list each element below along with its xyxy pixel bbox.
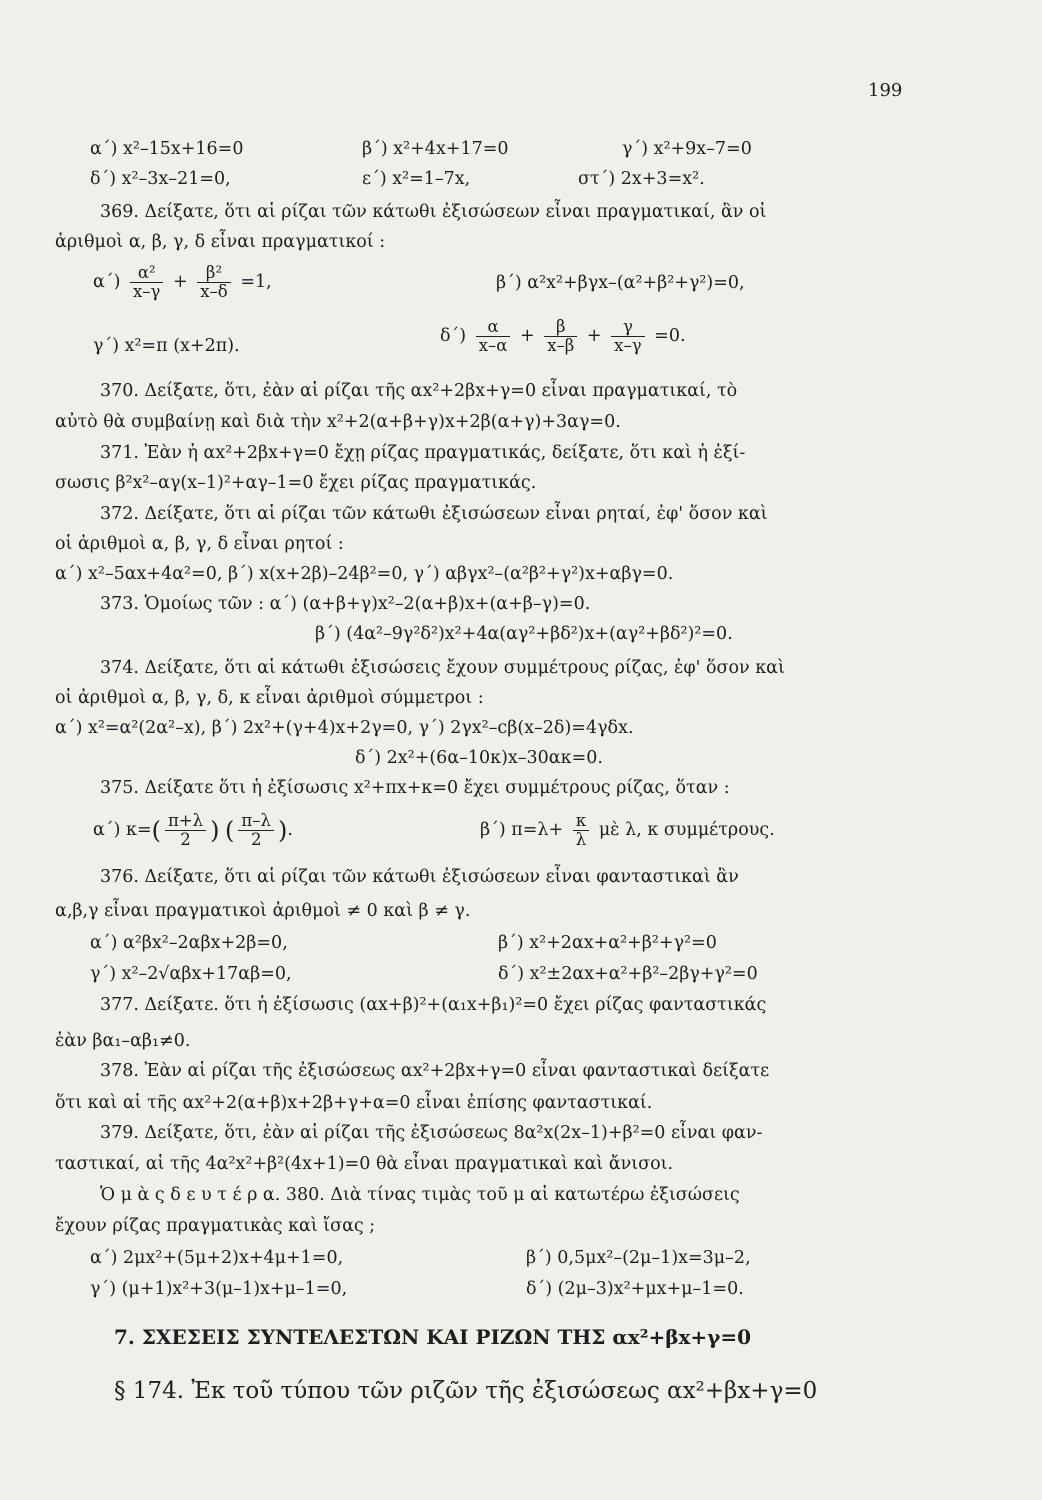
paren: (	[225, 816, 235, 845]
exercise-line: γ΄) x²+9x–7=0	[622, 139, 752, 159]
exercise-372: 372. Δείξατε, ὅτι αἱ ρίζαι τῶν κάτωθι ἐξισώσεων εἶναι ρηταί, ἐφ' ὅσον καὶ	[100, 504, 768, 524]
numerator: β²	[197, 264, 231, 283]
numerator: π+λ	[165, 812, 206, 831]
denominator: x–β	[547, 336, 575, 355]
exercise-line: β΄) 0,5μx²–(2μ–1)x=3μ–2,	[526, 1248, 751, 1268]
text-line: ταστικαί, αἱ τῆς 4α²x²+β²(4x+1)=0 θὰ εἶναι πραγματικαὶ καὶ ἄνισοι.	[55, 1154, 674, 1174]
exercise-line: δ΄) (2μ–3)x²+μx+μ–1=0.	[526, 1279, 744, 1299]
equation-end: =0.	[654, 326, 686, 346]
page-number: 199	[868, 80, 903, 101]
text-line: ἐὰν βα₁–αβ₁≠0.	[55, 1031, 191, 1051]
denominator: x–γ	[614, 336, 642, 355]
exercise-line: δ΄) 2x²+(6α–10κ)x–30ακ=0.	[355, 748, 603, 768]
denominator: 2	[180, 830, 191, 849]
exercise-line: στ΄) 2x+3=x².	[578, 169, 705, 189]
equation-end: =1,	[240, 272, 272, 292]
exercise-373: 373. Ὁμοίως τῶν : α΄) (α+β+γ)x²–2(α+β)x+(α+β–γ)=0.	[100, 594, 591, 614]
fraction-equation	[480, 808, 775, 852]
denominator: x–γ	[132, 282, 161, 301]
text-line: ὅτι καὶ αἱ τῆς αx²+2(α+β)x+2β+γ+α=0 εἶναι ἐπίσης φανταστικαί.	[55, 1093, 653, 1113]
paren: )	[210, 816, 220, 845]
exercise-line: α΄) x²–5αx+4α²=0, β΄) x(x+2β)–24β²=0, γ΄) αβγx²–(α²β²+γ²)x+αβγ=0.	[55, 564, 674, 584]
fraction	[130, 264, 163, 301]
fraction	[573, 812, 589, 849]
exercise-line: β΄) x²+4x+17=0	[362, 139, 509, 159]
denominator: 2	[250, 830, 262, 849]
fraction-equation	[93, 808, 293, 853]
fraction	[476, 318, 511, 355]
fraction	[197, 264, 231, 301]
denominator: λ	[575, 830, 587, 849]
operator: +	[172, 272, 188, 292]
exercise-376: 376. Δείξατε, ὅτι αἱ ρίζαι τῶν κάτωθι ἐξισώσεων εἶναι φανταστικαὶ ἂν	[100, 867, 739, 887]
item-label: β΄) π=λ+	[480, 820, 564, 840]
fraction	[238, 812, 274, 849]
exercise-375: 375. Δείξατε ὅτι ἡ ἐξίσωσις x²+πx+κ=0 ἔχει συμμέτρους ρίζας, ὅταν :	[100, 778, 730, 798]
exercise-line: α΄) x²–15x+16=0	[90, 139, 244, 159]
text-line: α,β,γ εἶναι πραγματικοὶ ἀριθμοὶ ≠ 0 καὶ β ≠ γ.	[55, 901, 471, 921]
fraction	[165, 812, 206, 849]
exercise-380: Ὁ μ ὰ ς δ ε υ τ έ ρ α. 380. Διὰ τίνας τιμὰς τοῦ μ αἱ κατωτέρω ἐξισώσεις	[100, 1185, 740, 1205]
exercise-line: δ΄) x²±2αx+α²+β²–2βγ+γ²=0	[498, 964, 758, 984]
exercise-line: β΄) x²+2αx+α²+β²+γ²=0	[498, 933, 717, 953]
fraction-equation	[93, 262, 272, 302]
text-line: σωσις β²x²–αγ(x–1)²+αγ–1=0 ἔχει ρίζας πραγματικάς.	[55, 473, 537, 493]
section-heading: 7. ΣΧΕΣΕΙΣ ΣΥΝΤΕΛΕΣΤΩΝ ΚΑΙ ΡΙΖΩΝ ΤΗΣ αx²+βx+γ=0	[114, 1325, 752, 1349]
exercise-374: 374. Δείξατε, ὅτι αἱ κάτωθι ἐξισώσεις ἔχουν συμμέτρους ρίζας, ἐφ' ὅσον καὶ	[100, 658, 785, 678]
exercise-line: α΄) x²=α²(2α²–x), β΄) 2x²+(γ+4)x+2γ=0, γ΄) 2γx²–cβ(x–2δ)=4γδx.	[55, 718, 634, 738]
numerator: β	[544, 318, 577, 337]
text-line: ἔχουν ρίζας πραγματικὰς καὶ ἴσας ;	[55, 1216, 376, 1236]
exercise-line: γ΄) (μ+1)x²+3(μ–1)x+μ–1=0,	[90, 1279, 348, 1299]
numerator: κ	[573, 812, 589, 831]
numerator: π–λ	[238, 812, 274, 831]
text-line: ἀριθμοὶ α, β, γ, δ εἶναι πραγματικοί :	[55, 232, 386, 252]
operator: +	[519, 326, 535, 346]
fraction-equation	[440, 316, 686, 356]
paren: (	[151, 816, 161, 845]
paren: )	[277, 816, 288, 845]
exercise-378: 378. Ἐὰν αἱ ρίζαι τῆς ἐξισώσεως αx²+2βx+γ=0 εἶναι φανταστικαὶ δείξατε	[100, 1061, 770, 1081]
denominator: x–α	[478, 336, 508, 355]
text-line: αὐτὸ θὰ συμβαίνῃ καὶ διὰ τὴν x²+2(α+β+γ)x+2β(α+γ)+3αγ=0.	[55, 412, 621, 432]
exercise-line: δ΄) x²–3x–21=0,	[90, 169, 231, 189]
paragraph-heading: § 174. Ἐκ τοῦ τύπου τῶν ριζῶν τῆς ἐξισώσεως αx²+βx+γ=0	[114, 1378, 818, 1404]
denominator: x–δ	[200, 282, 228, 301]
exercise-370: 370. Δείξατε, ὅτι, ἐὰν αἱ ρίζαι τῆς αx²+2βx+γ=0 εἶναι πραγματικαί, τὸ	[100, 381, 738, 401]
equation-end: .	[287, 820, 293, 840]
numerator: α	[476, 318, 511, 337]
item-label: δ΄)	[440, 326, 467, 346]
exercise-line: γ΄) x²=π (x+2π).	[93, 336, 240, 356]
exercise-line: α΄) 2μx²+(5μ+2)x+4μ+1=0,	[90, 1248, 344, 1268]
equation-end: μὲ λ, κ συμμέτρους.	[598, 820, 775, 840]
exercise-379: 379. Δείξατε, ὅτι, ἐὰν αἱ ρίζαι τῆς ἐξισώσεως 8α²x(2x–1)+β²=0 εἶναι φαν-	[100, 1123, 763, 1143]
text-line: οἱ ἀριθμοὶ α, β, γ, δ, κ εἶναι ἀριθμοὶ σύμμετροι :	[55, 688, 484, 708]
item-label: α΄)	[93, 272, 121, 292]
exercise-369: 369. Δείξατε, ὅτι αἱ ρίζαι τῶν κάτωθι ἐξισώσεων εἶναι πραγματικαί, ἂν οἱ	[100, 202, 767, 222]
numerator: γ	[611, 318, 644, 337]
exercise-377: 377. Δείξατε. ὅτι ἡ ἐξίσωσις (αx+β)²+(α₁x+β₁)²=0 ἔχει ρίζας φανταστικάς	[100, 995, 767, 1015]
text-line: οἱ ἀριθμοὶ α, β, γ, δ εἶναι ρητοί :	[55, 534, 344, 554]
exercise-line: β΄) (4α²–9γ²δ²)x²+4α(αγ²+βδ²)x+(αγ²+βδ²)²=0.	[315, 624, 733, 644]
exercise-line: α΄) α²βx²–2αβx+2β=0,	[90, 933, 288, 953]
exercise-line: β΄) α²x²+βγx–(α²+β²+γ²)=0,	[496, 273, 745, 293]
fraction	[611, 318, 644, 355]
exercise-line: γ΄) x²–2√αβx+17αβ=0,	[90, 964, 292, 984]
exercise-371: 371. Ἐὰν ἡ αx²+2βx+γ=0 ἔχῃ ρίζας πραγματικάς, δείξατε, ὅτι καὶ ἡ ἐξί-	[100, 443, 746, 463]
item-label: α΄) κ=	[93, 820, 152, 840]
exercise-line: ε΄) x²=1–7x,	[362, 169, 471, 189]
fraction	[544, 318, 577, 355]
numerator: α²	[130, 264, 163, 283]
operator: +	[586, 326, 602, 346]
